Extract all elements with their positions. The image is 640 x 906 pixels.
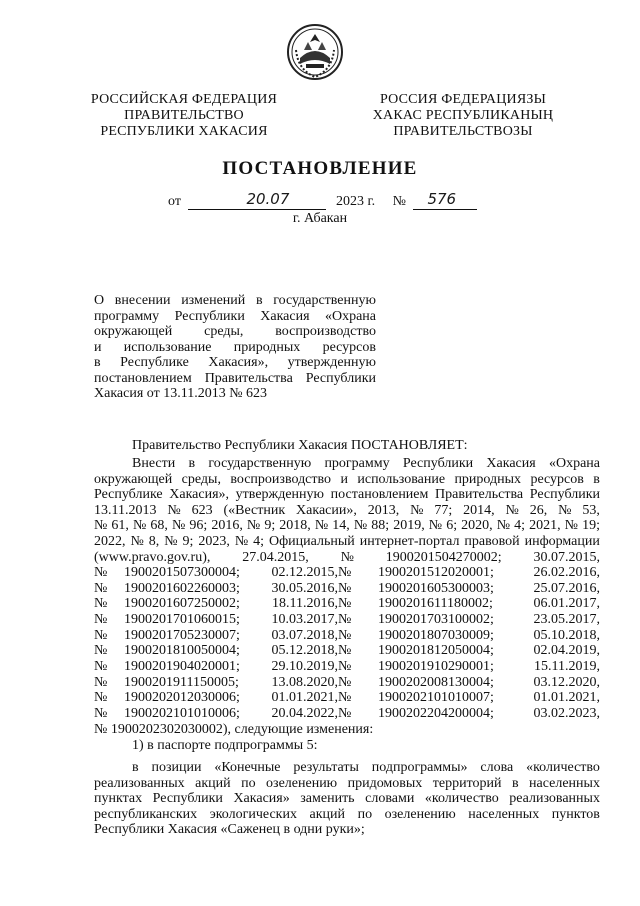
registry-cell: № [94,596,108,612]
registry-cell: 02.04.2019, [533,643,600,659]
word: Внести [132,456,176,471]
registry-cell: 13.08.2020, [271,674,338,690]
word: территорий [432,775,502,791]
word: подпрограммы» [371,760,468,775]
text-line [94,791,600,807]
registry-row [94,659,600,675]
registry-cell: № [338,690,352,706]
registry-cell: 23.05.2017, [533,611,600,627]
registry-cell: 03.12.2020, [533,674,600,690]
registry-cell: 1900202101010007; [378,690,494,706]
registry-cell: № [94,580,108,596]
word: 88; [371,518,390,534]
word: Хакасии», [296,502,357,518]
word: 96; [189,518,208,534]
word: акций [309,806,346,822]
word: 2021, [529,518,561,534]
word: 8, [148,533,160,549]
registry-row [94,565,600,581]
coat-of-arms-icon [286,20,344,84]
text-line [94,503,600,519]
word: 30.07.2015, [533,549,600,565]
registry-cell: 10.03.2017, [271,611,338,627]
word: в [511,775,519,791]
word: среды, [181,471,221,487]
word: 4; [253,533,265,549]
word: озеленению [384,806,456,822]
preamble-block [94,438,600,454]
registry-cell: 1900201607250002; [124,596,240,612]
registry-cell: № [94,690,108,706]
registry-table [94,565,600,722]
word: Республики Хакасия «Саженец в одни руки»; [94,822,365,838]
registry-cell: 02.12.2015, [271,565,338,580]
text-line [94,822,600,838]
registry-cell: № [94,643,108,659]
word: 19; [582,518,600,534]
registry-cell: 1900201512020001; [378,565,494,580]
word: 2019, [393,518,425,534]
registry-cell: № [94,565,108,580]
number-field [413,190,477,210]
registry-cell: 1900202204200004; [378,705,494,721]
word: в [94,355,101,370]
registry-cell: № [338,565,352,580]
word: 2013, [367,502,400,518]
word: 2018, [279,518,311,534]
word: № [246,518,261,534]
word: экологических [209,806,297,822]
text-line [94,550,600,566]
word: 4; [514,518,526,534]
registry-cell: № [338,658,352,674]
word: 77; [434,502,453,518]
text-line [94,386,376,402]
word: использование [357,471,446,487]
closing-block [94,722,600,753]
word: 2020, [461,518,493,534]
word: результаты [293,760,359,775]
word: Хакасия от 13.11.2013 № 623 [94,386,268,401]
word: № [94,518,108,534]
word: 2014, [463,502,495,518]
registry-row [94,628,600,644]
word: по [241,775,256,791]
word: Хакасия [260,308,310,324]
word: № [505,502,519,518]
word: Хакасия», [169,487,230,503]
word: 14, [332,518,350,534]
registry-cell: 1900201812050004; [378,643,494,659]
year-label: 2023 г. [335,194,376,209]
registry-cell: 1900201605300003; [378,580,494,596]
text-line [94,309,376,325]
date-line [168,190,477,210]
word: изменений [181,293,246,308]
header-right-line: ПРАВИТЕЛЬСТВОЗЫ [393,124,533,139]
word: внесении [114,293,171,308]
word: «количество [526,760,600,775]
registry-cell: 1900202008130004; [378,674,494,690]
word: в [188,456,196,471]
word: правовой [464,533,520,549]
registry-cell: 01.01.2021, [271,690,338,706]
registry-cell: 20.04.2022, [271,705,338,721]
word: 26, [529,502,548,518]
word: Республики [402,456,474,471]
word: № [314,518,329,534]
registry-cell: 1900201911150005; [124,674,239,690]
registry-cell: № [94,658,108,674]
word: использование [123,339,212,355]
word: 1900201504270002; [385,549,502,565]
registry-row [94,596,600,612]
word: позиции [151,760,202,775]
handwritten-date: 20.07 [246,190,290,208]
registry-cell: 05.12.2018, [271,643,338,659]
word: постановлением [330,487,429,503]
header-right [370,92,556,140]
word: утвержденную [235,487,324,503]
word: воспроизводство [275,324,376,339]
registry-cell: № [94,705,108,721]
subject-block [94,293,376,402]
registry-cell: 1900201807030009; [378,627,494,643]
word: утвержденную [287,355,376,370]
word: «Охрана [548,456,600,471]
text-line [94,534,600,550]
registry-row [94,581,600,597]
word: информации [524,533,600,549]
word: 2016, [211,518,243,534]
word: О [94,293,105,308]
registry-cell: 1900201703100002; [378,611,494,627]
word: в [255,293,263,308]
word: словами [365,791,415,807]
word: Республики [152,791,223,807]
word: Республике [94,487,163,503]
document-title: ПОСТАНОВЛЕНИЕ [222,158,418,179]
word: № [130,533,144,549]
registry-cell: № [338,705,352,721]
word: 68, [150,518,168,534]
word: «Охрана [324,308,376,324]
word: природных [233,339,301,355]
registry-row [94,675,600,691]
registry-cell: 05.10.2018, [533,627,600,643]
number-sign: № [392,194,406,209]
word: программу [324,456,390,471]
header-right-line: ХАКАС РЕСПУБЛИКАНЫҢ [372,108,554,123]
item-1: 1) в паспорте подпрограммы 5: [132,737,318,753]
word: пунктов [551,806,600,822]
word: окружающей [94,324,173,339]
registry-cell: № [338,596,352,612]
registry-cell: 1900201810050004; [124,643,240,659]
word: № [564,518,578,534]
registry-cell: № [338,627,352,643]
city-label: г. Абакан [292,211,348,226]
registry-cell: 1900201611180002; [378,596,493,612]
text-line [94,340,376,356]
word: в [593,471,600,487]
registry-row [94,706,600,722]
word: среды, [204,324,244,339]
preamble-text: Правительство Республики Хакасия ПОСТАНОВЛЯЕТ: [132,438,468,453]
word: № [234,533,249,549]
word: 27.04.2015, [242,549,309,565]
word: слова [480,760,514,775]
word: ресурсов [530,471,584,487]
word: окружающей [94,471,173,487]
registry-cell: № [338,611,352,627]
text-line [94,518,600,534]
header-left-line: РОССИЙСКАЯ ФЕДЕРАЦИЯ [90,92,278,107]
word: 13.11.2013 [94,502,157,518]
header-left-line: РЕСПУБЛИКИ ХАКАСИЯ [100,124,268,139]
registry-cell: 1900201701060015; [124,611,240,627]
word: 9; [264,518,276,534]
registry-cell: 1900201910290001; [378,658,494,674]
word: № [410,502,424,518]
registry-cell: 18.11.2016, [272,596,338,612]
word: «количество [424,791,499,807]
word: 9; [182,533,194,549]
word: 53, [582,502,600,518]
header-left [86,92,282,140]
word: в [132,760,139,775]
word: реализованных [94,775,185,791]
word: Хакасия» [233,791,290,807]
registry-cell: 1900202012030006; [124,690,240,706]
word: воспроизводство [230,471,332,487]
word: реализованных [509,791,600,807]
registry-row [94,643,600,659]
word: № [353,518,368,534]
word: № [132,518,147,534]
registry-cell: № [94,674,108,690]
word: по [357,806,373,822]
registry-cell: № [94,627,108,643]
word: озеленению [266,775,338,791]
registry-cell: № [338,674,352,690]
word: 2022, [94,533,126,549]
word: природных [454,471,522,487]
word: 61, [111,518,129,534]
word: ресурсов [322,339,376,355]
registry-cell: 03.02.2023, [533,705,600,721]
registry-cell: 1900201602260003; [124,580,240,596]
word: населенных [529,775,600,791]
word: Республики [529,487,600,503]
word: заменить [300,791,355,807]
registry-cell: 1900201904020001; [124,658,240,674]
registry-row [94,612,600,628]
paragraph-item [94,760,600,838]
word: «Конечные [214,760,281,775]
word: Правительства [204,370,293,386]
registry-cell: 06.01.2017, [533,596,600,612]
handwritten-number: 576 [427,190,457,208]
text-line [94,760,600,776]
word: программу [94,308,160,324]
registry-cell: 30.05.2016, [271,580,338,596]
text-line [94,776,600,792]
registry-cell: 01.01.2021, [533,690,600,706]
word: № [164,533,178,549]
registry-cell: № [94,611,108,627]
word: Хакасия», [208,355,269,370]
registry-cell: 1900201507300004; [124,565,240,580]
word: № [428,518,443,534]
word: пунктах [94,791,143,807]
text-line [94,487,600,503]
word: и [340,471,348,487]
paragraph-main [94,456,600,565]
registry-cell: 1900202101010006; [124,705,240,721]
registry-cell: 15.11.2019, [534,658,600,674]
word: интернет-портал [359,533,460,549]
registry-cell: 1900201705230007; [124,627,240,643]
word: № [496,518,511,534]
word: населенных [468,806,540,822]
word: Республики [305,370,376,386]
word: Республике [120,355,189,370]
text-line [94,472,600,488]
header-left-line: ПРАВИТЕЛЬСТВО [124,108,244,123]
word: Хакасия [486,456,536,471]
word: акций [195,775,231,791]
word: (www.pravo.gov.ru), [94,549,211,565]
word: государственную [208,456,312,471]
text-line [94,371,376,387]
registry-cell: 26.02.2016, [533,565,600,580]
text-line [94,293,376,309]
closing-text: № 1900202302030002), следующие изменения: [94,722,374,737]
word: 6; [446,518,458,534]
registry-row [94,690,600,706]
registry-cell: 29.10.2019, [271,658,338,674]
word: № [171,518,186,534]
registry-cell: № [338,643,352,659]
word: Официальный [268,533,355,549]
date-prefix: от [168,194,181,209]
word: постановлением [94,370,192,386]
word: и [94,339,102,355]
header-right-line: РОССИЯ ФЕДЕРАЦИЯЗЫ [379,92,547,107]
word: № [558,502,572,518]
text-line [94,355,376,371]
word: 623 [191,502,213,518]
registry-cell: 03.07.2018, [271,627,338,643]
word: («Вестник [223,502,286,518]
text-line [94,324,376,340]
word: Республики [174,308,245,324]
word: придомовых [347,775,423,791]
word: республиканских [94,806,198,822]
word: Правительства [435,487,524,503]
word: № [167,502,181,518]
word: № [340,549,354,565]
word: государственную [273,293,376,308]
word: 2023, [198,533,230,549]
text-line [94,456,600,472]
registry-cell: 25.07.2016, [533,580,600,596]
date-field [188,190,326,210]
text-line [94,807,600,823]
registry-cell: № [338,580,352,596]
